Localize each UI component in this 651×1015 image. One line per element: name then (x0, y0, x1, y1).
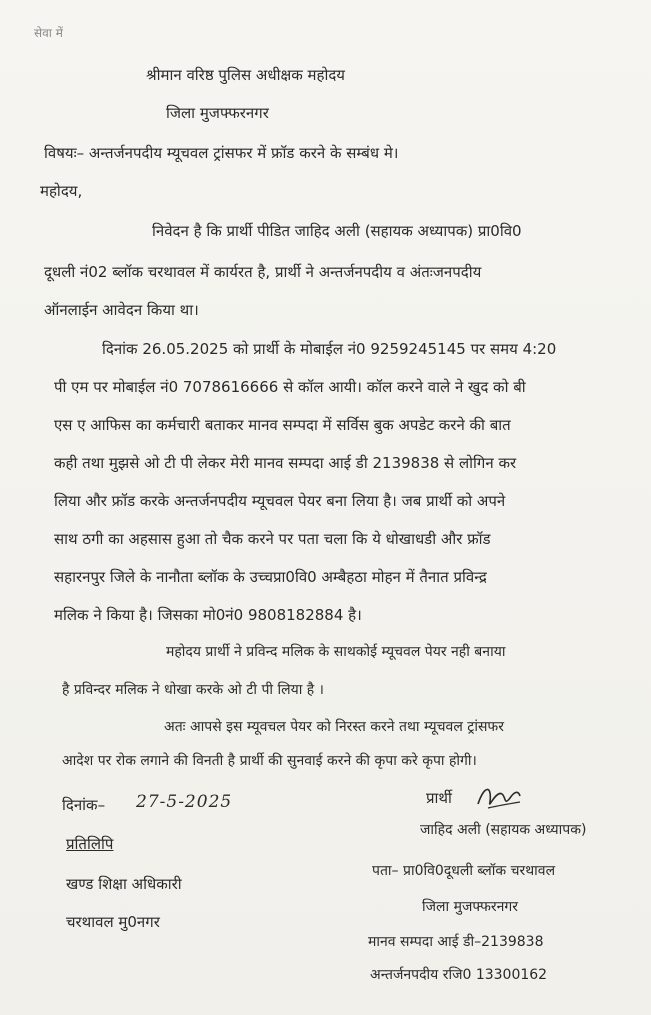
district: जिला मुजफ्फरनगर (166, 104, 269, 122)
applicant-name: जाहिद अली (सहायक अध्यापक) (420, 822, 587, 838)
para1-line2: दूधली नं02 ब्लॉक चरथावल में कार्यरत है, प्रार्थी ने अन्तर्जनपदीय व अंतःजनपदीय (44, 263, 482, 281)
addressee: श्रीमान वरिष्ठ पुलिस अधीक्षक महोदय (146, 66, 345, 84)
para3-line1: महोदय प्रार्थी ने प्रविन्द मलिक के साथकोई म्यूचवल पेयर नही बनाया (166, 644, 506, 660)
para2-line6: साथ ठगी का अहसास हुआ तो चैक करने पर पता चला कि ये धोखाधडी और फ्रॉड (54, 530, 491, 548)
handwritten-date: 27-5-2025 (136, 792, 233, 812)
para2-line1: दिनांक 26.05.2025 को प्रार्थी के मोबाईल नं0 9259245145 पर समय 4:20 (102, 340, 557, 358)
para2-line5: लिया और फ्रॉड करके अन्तर्जनपदीय म्यूचवल पेयर बना लिया है। जब प्रार्थी को अपने (54, 492, 506, 510)
para2-line8: मलिक ने किया है। जिसका मो0नं0 9808182884 है। (54, 606, 362, 624)
para2-line7: सहारनपुर जिले के नानौता ब्लॉक के उच्चप्रा0वि0 अम्बैहठा मोहन में तैनात प्रविन्द्र (54, 568, 487, 586)
applicant-label: प्रार्थी (426, 789, 452, 807)
salutation: महोदय, (40, 182, 83, 200)
corner-text: सेवा में (34, 26, 63, 40)
subject-line: विषयः– अन्तर्जनपदीय म्यूचवल ट्रांसफर में फ्रॉड करने के सम्बंध मे। (44, 144, 399, 162)
para2-line4: कही तथा मुझसे ओ टी पी लेकर मेरी मानव सम्पदा आई डी 2139838 से लोगिन कर (54, 454, 517, 472)
copy-recipient-2: चरथावल मु0नगर (66, 913, 160, 931)
para3-line2: है प्रविन्दर मलिक ने धोखा करके ओ टी पी लिया है । (62, 682, 324, 698)
registration-no: अन्तर्जनपदीय रजि0 13300162 (370, 967, 548, 983)
para2-line2: पी एम पर मोबाईल नं0 7078616666 से कॉल आयी। कॉल करने वाले ने खुद को बी (54, 378, 526, 396)
hr-id: मानव सम्पदा आई डी–2139838 (368, 934, 544, 950)
para1-line3: ऑनलाईन आवेदन किया था। (44, 301, 199, 319)
address-line-2: जिला मुजफ्फरनगर (422, 899, 518, 915)
date-label: दिनांक– (62, 796, 106, 814)
copy-label: प्रतिलिपि (66, 835, 114, 853)
para1-line1: निवेदन है कि प्रार्थी पीडित जाहिद अली (सहायक अध्यापक) प्रा0वि0 (152, 222, 522, 240)
address-line-1: पता– प्रा0वि0दूधली ब्लॉक चरथावल (372, 863, 556, 879)
para2-line3: एस ए आफिस का कर्मचारी बताकर मानव सम्पदा में सर्विस बुक अपडेट करने की बात (54, 416, 511, 434)
para4-line2: आदेश पर रोक लगाने की विनती है प्रार्थी की सुनवाई करने की कृपा करे कृपा होगी। (62, 753, 477, 769)
signature-mark (474, 780, 524, 816)
copy-recipient-1: खण्ड शिक्षा अधिकारी (66, 875, 182, 893)
para4-line1: अतः आपसे इस म्यूवचल पेयर को निरस्त करने तथा म्यूचवल ट्रांसफर (164, 719, 504, 735)
